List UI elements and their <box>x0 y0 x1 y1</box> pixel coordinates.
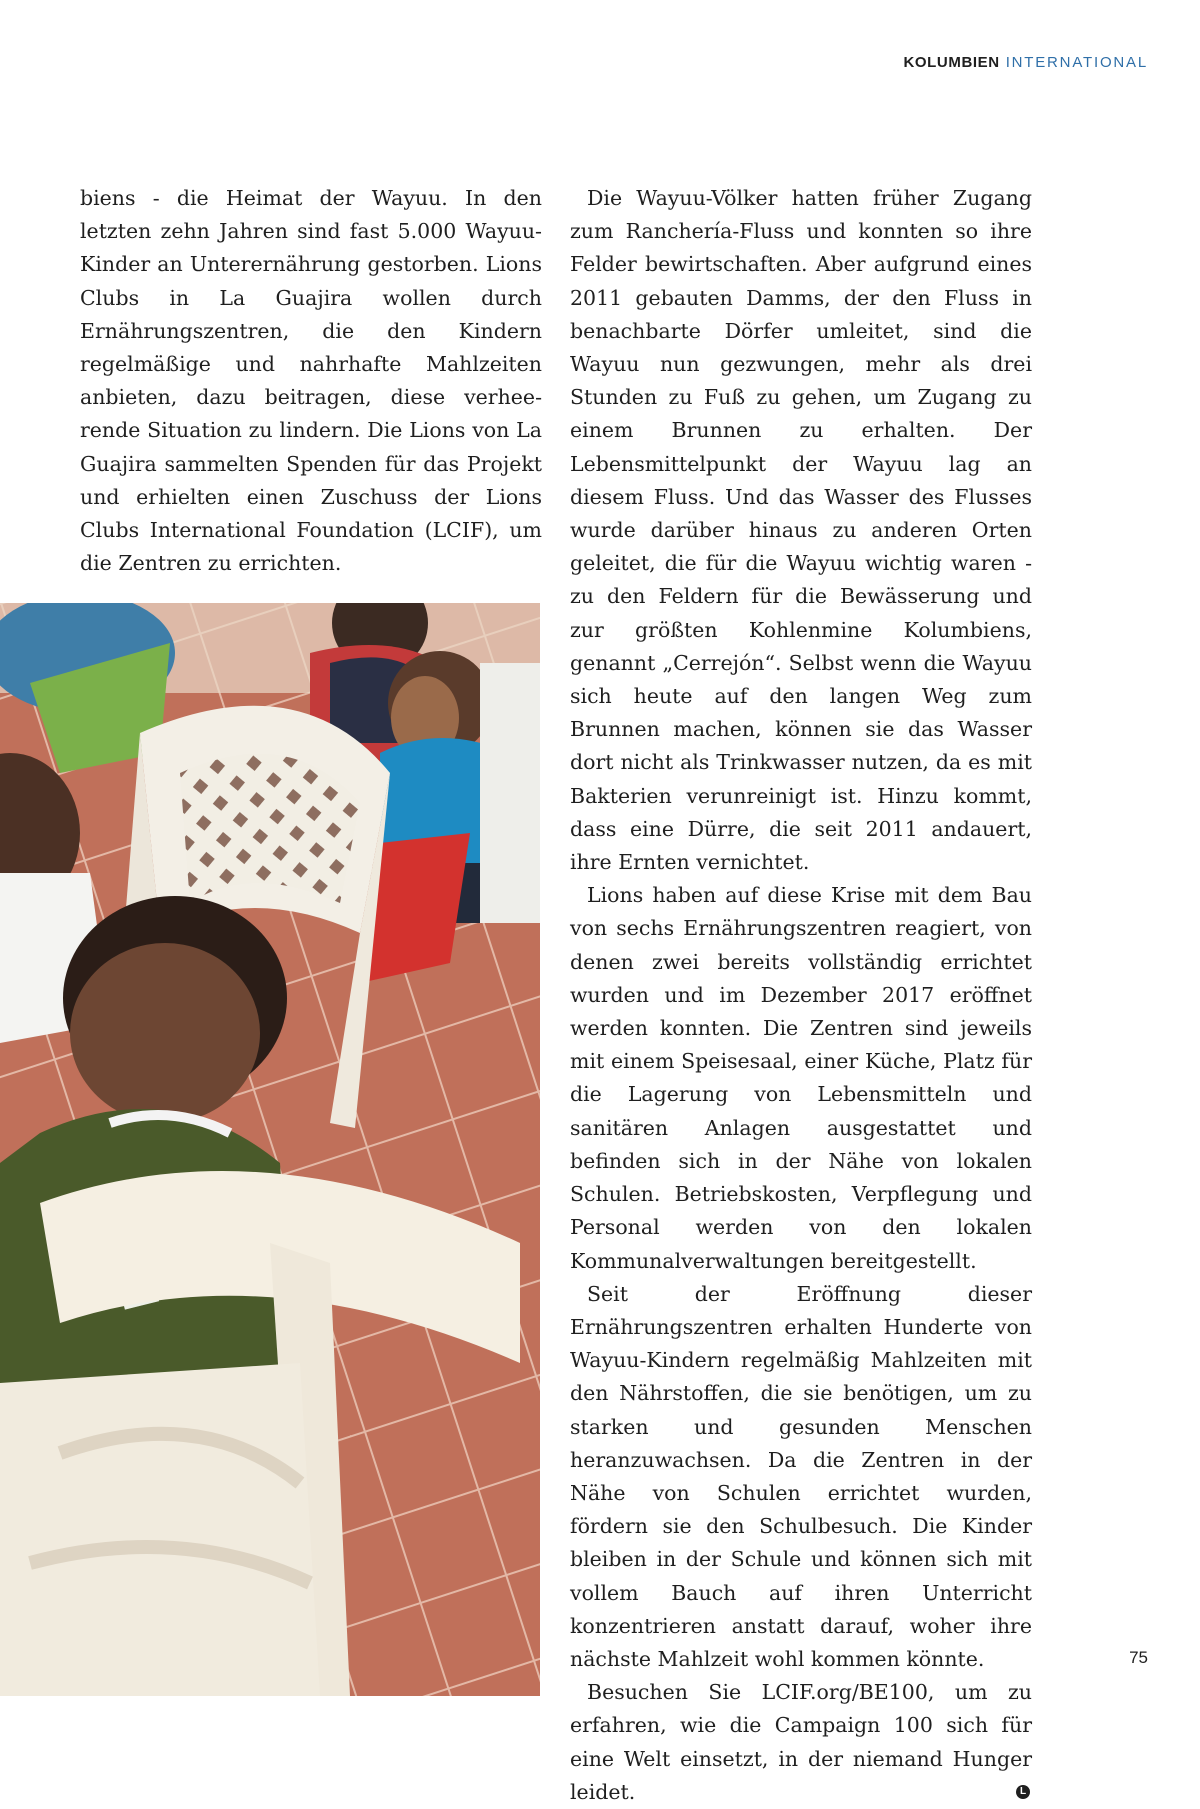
header-category: INTERNATIONAL <box>1005 54 1148 71</box>
lions-end-mark-icon: L <box>1016 1785 1030 1799</box>
photo-illustration <box>0 603 540 1696</box>
children-photo <box>0 603 540 1696</box>
closing-paragraph <box>570 1676 1032 1809</box>
body-paragraph: Seit der Eröffnung dieser Ernährungszentren erhalten Hunderte von Wayuu-Kindern regelmäßig Mahlzeiten mit den Nährstoffen, die sie benötigen, um zu starken und gesunden Menschen heranzuwachsen. Da die Zentren in der Nähe von Schulen errichtet wurden, fördern sie den Schulbesuch. Die Kinder bleiben in der Schule und können sich mit vollem Bauch auf ihren Unterricht konzentrieren anstatt darauf, woher ihre nächste Mahlzeit wohl kommen könnte. <box>570 1281 1032 1671</box>
body-paragraph: biens - die Heimat der Wayuu. In den letzten zehn Jahren sind fast 5.000 Wayuu-Kinder an Unterernährung gestorben. Lions Clubs in La Guajira wollen durch Ernährungszentren, die den Kindern regelmäßige und nahrhafte Mahlzeiten anbieten, dazu beitragen, diese verheerende Situation zu lindern. Die Lions von La Guajira sammelten Spenden für das Projekt und erhielten einen Zuschuss der Lions Clubs International Foundation (LCIF), um die Zentren zu errichten. <box>80 186 542 576</box>
running-header <box>903 54 1148 71</box>
body-paragraph: Die Wayuu-Völker hatten früher Zugang zum Ranchería-Fluss und konnten so ihre Felder bewirtschaften. Aber aufgrund eines 2011 gebauten Damms, der den Fluss in benachbarte Dörfer umleitet, sind die Wayuu nun gezwungen, mehr als drei Stunden zu Fuß zu gehen, um Zugang zu einem Brunnen zu erhalten. Der Lebensmittelpunkt der Wayuu lag an diesem Fluss. Und das Wasser des Flusses wurde darüber hinaus zu anderen Orten geleitet, die für die Wayuu wichtig waren - zu den Feldern für die Bewässerung und zur größten Kohlenmine Kolumbiens, genannt „Cerrejón“. Selbst wenn die Wayuu sich heute auf den langen Weg zum Brunnen machen, können sie das Wasser dort nicht als Trinkwasser nutzen, da es mit Bakterien verunreinigt ist. Hinzu kommt, dass eine Dürre, die seit 2011 andauert, ihre Ernten vernichtet. <box>570 186 1032 875</box>
closing-text: Besuchen Sie LCIF.org/BE100, um zu erfahren, wie die Campaign 100 sich für eine Welt einsetzt, in der niemand Hunger leidet. <box>570 1680 1032 1804</box>
left-column <box>80 182 542 580</box>
header-section: KOLUMBIEN <box>903 54 1000 71</box>
right-column <box>570 182 1032 1809</box>
page-number: 75 <box>1129 1648 1148 1667</box>
body-paragraph: Lions haben auf diese Krise mit dem Bau von sechs Ernährungszentren reagiert, von denen zwei bereits vollständig errichtet wurden und im Dezember 2017 eröffnet werden konnten. Die Zentren sind jeweils mit einem Speisesaal, einer Küche, Platz für die Lagerung von Lebensmitteln und sanitären Anlagen ausgestattet und befinden sich in der Nähe von lokalen Schulen. Betriebskosten, Verpflegung und Personal werden von den lokalen Kommunalverwaltungen bereitgestellt. <box>570 883 1032 1273</box>
